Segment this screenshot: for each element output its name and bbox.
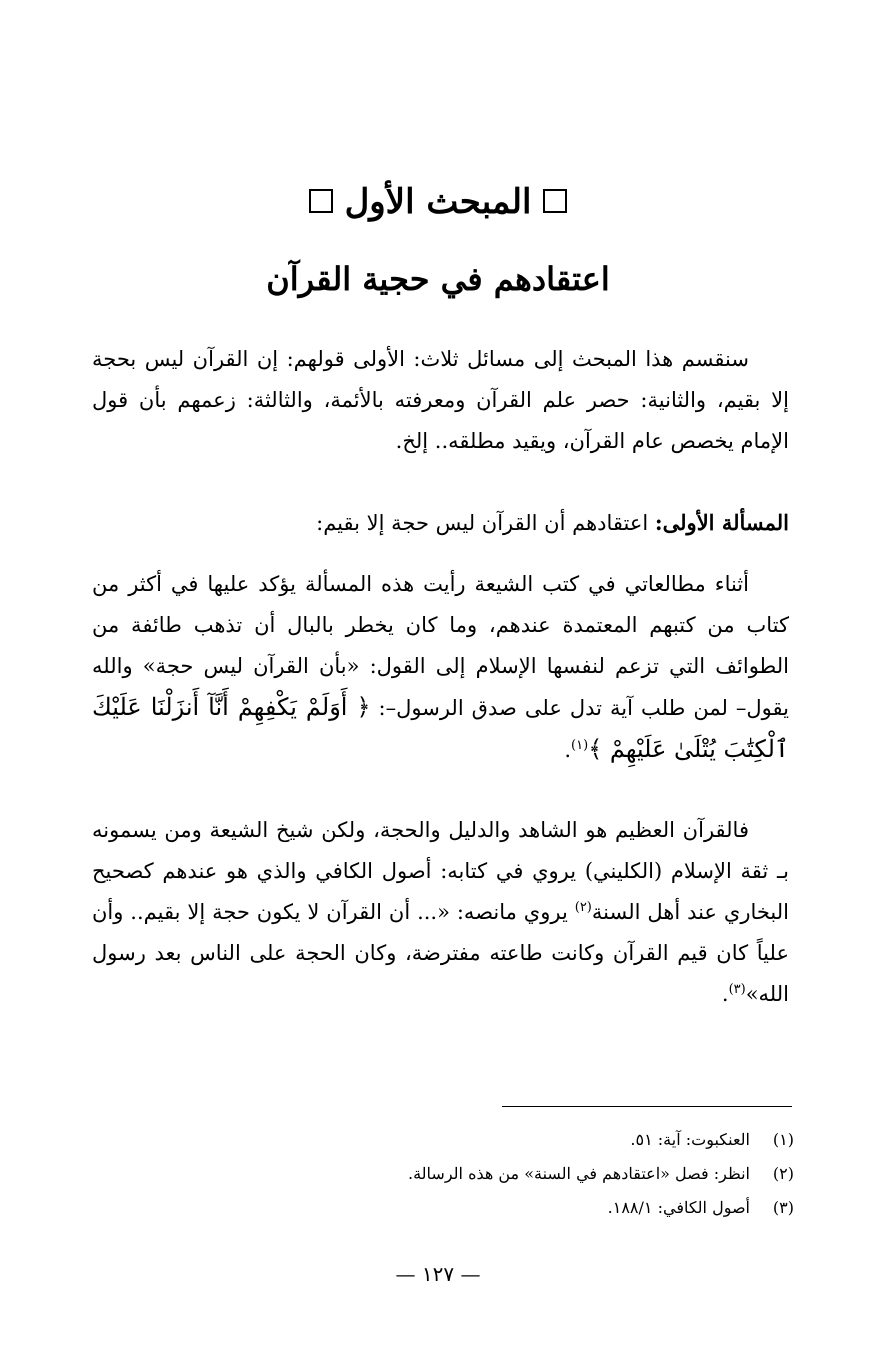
page-number: — ١٢٧ — — [395, 1262, 481, 1286]
footnote-text: أصول الكافي: ١٨٨/١. — [607, 1198, 750, 1217]
sentence-end: . — [564, 738, 572, 762]
chapter-title: اعتقادهم في حجية القرآن — [266, 260, 610, 298]
question-label: المسألة الأولى: — [654, 510, 789, 535]
paragraph-context — [92, 564, 789, 771]
section-heading — [0, 182, 876, 222]
footnote-number: (١) — [772, 1130, 794, 1149]
question-text: اعتقادهم أن القرآن ليس حجة إلا بقيم: — [316, 511, 655, 535]
intro-text: سنقسم هذا المبحث إلى مسائل ثلاث: الأولى قولهم: إن القرآن ليس بحجة إلا بقيم، والثانية: حصر علم القرآن ومعرفته بالأئمة، والثالثة: زعمهم بأن قول الإمام يخصص عام القرآن، ويقيد مطلقه.. إلخ. — [92, 347, 789, 453]
kulayni-text-b: يروي مانصه: «... أن القرآن لا يكون حجة إلا بقيم.. وأن علياً كان قيم القرآن وكانت طاعته مفترضة، وكان الحجة على الناس بعد رسول الله» — [92, 900, 789, 1006]
square-ornament-icon — [309, 189, 333, 213]
footnote-2 — [408, 1162, 794, 1186]
footnote-3 — [608, 1196, 794, 1220]
question-heading — [92, 502, 789, 544]
footnote-divider — [502, 1106, 792, 1107]
footnote-ref-1[interactable]: (١) — [571, 738, 589, 753]
footnote-ref-3[interactable]: (٣) — [728, 982, 746, 997]
footnote-number: (٢) — [772, 1164, 794, 1183]
quran-verse: ﴿ أَوَلَمْ يَكْفِهِمْ أَنَّآ أَنزَلْنَا عَلَيْكَ ٱلْكِتَٰبَ يُتْلَىٰ عَلَيْهِمْ ﴾ — [92, 693, 789, 763]
section-title: المبحث الأول — [344, 182, 532, 222]
context-text: أثناء مطالعاتي في كتب الشيعة رأيت هذه المسألة يؤكد عليها في أكثر من كتاب من كتبهم المعتمدة عندهم، وما كان يخطر بالبال أن تذهب طائفة من الطوائف التي تزعم لنفسها الإسلام إلى القول: «بأن القرآن ليس حجة» والله يقول– لمن طلب آية تدل على صدق الرسول–: — [92, 572, 789, 720]
square-ornament-icon — [543, 189, 567, 213]
intro-paragraph — [92, 339, 789, 462]
footnote-text: العنكبوت: آية: ٥١. — [630, 1130, 750, 1149]
footnote-text: انظر: فصل «اعتقادهم في السنة» من هذه الرسالة. — [408, 1164, 750, 1183]
footnote-ref-2[interactable]: (٢) — [574, 900, 592, 915]
sentence-end: . — [721, 982, 729, 1006]
paragraph-kulayni — [92, 810, 789, 1015]
footnote-number: (٣) — [772, 1198, 794, 1217]
kulayni-text-a: فالقرآن العظيم هو الشاهد والدليل والحجة، ولكن شيخ الشيعة ومن يسمونه بـ ثقة الإسلام (الكليني) يروي في كتابه: أصول الكافي والذي هو عندهم كصحيح البخاري عند أهل السنة — [92, 818, 789, 924]
footnote-1 — [630, 1128, 794, 1152]
